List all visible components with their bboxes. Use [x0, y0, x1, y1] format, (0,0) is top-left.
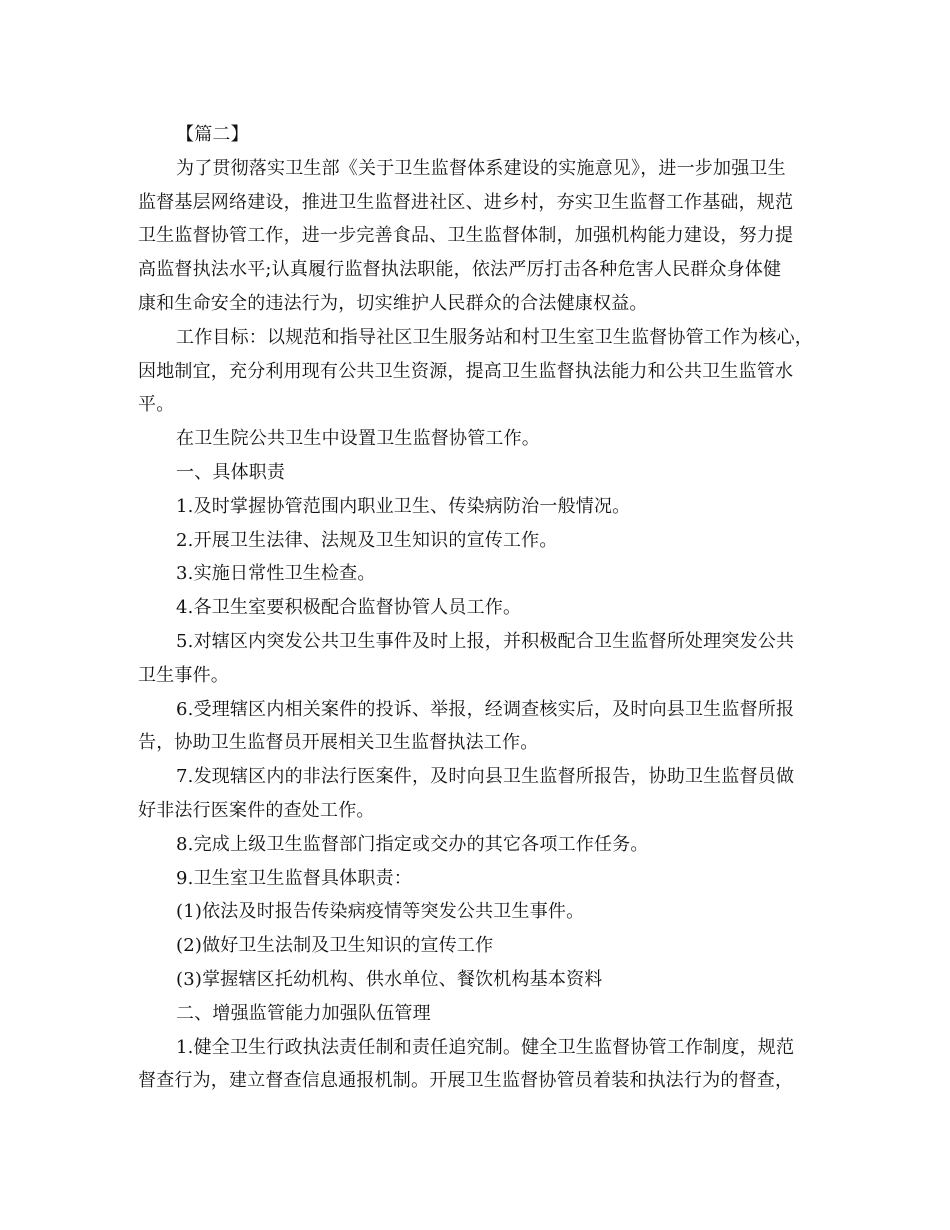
duty-item: 9.卫生室卫生监督具体职责： [176, 867, 412, 889]
duty-item: 6.受理辖区内相关案件的投诉、举报，经调查核实后，及时向县卫生监督所报 [176, 698, 795, 720]
duty-item: 7.发现辖区内的非法行医案件，及时向县卫生监督所报告，协助卫生监督员做 [176, 766, 795, 788]
sub-duty-item: (3)掌握辖区托幼机构、供水单位、餐饮机构基本资料 [176, 968, 603, 990]
duty-item: 1.及时掌握协管范围内职业卫生、传染病防治一般情况。 [176, 495, 631, 517]
section-heading-duties: 一、具体职责 [176, 461, 286, 483]
sub-duty-item: (2)做好卫生法制及卫生知识的宣传工作 [176, 935, 494, 957]
goal-paragraph-line: 因地制宜，充分利用现有公共卫生资源，提高卫生监督执法能力和公共卫生监管水 [138, 360, 794, 382]
duty-item-continuation: 卫生事件。 [138, 664, 229, 686]
sub-duty-item: (1)依法及时报告传染病疫情等突发公共卫生事件。 [176, 901, 585, 923]
duty-item: 8.完成上级卫生监督部门指定或交办的其它各项工作任务。 [176, 833, 649, 855]
management-item-continuation: 督查行为，建立督查信息通报机制。开展卫生监督协管员着装和执法行为的督查， [138, 1070, 794, 1092]
document-body [138, 118, 826, 1098]
setup-paragraph: 在卫生院公共卫生中设置卫生监督协管工作。 [176, 428, 540, 450]
goal-paragraph-line: 平。 [138, 394, 175, 416]
duty-item-continuation: 好非法行医案件的查处工作。 [138, 799, 375, 821]
goal-paragraph-line: 工作目标：以规范和指导社区卫生服务站和村卫生室卫生监督协管工作为核心， [176, 326, 813, 348]
intro-paragraph-line: 康和生命安全的违法行为，切实维护人民群众的合法健康权益。 [138, 292, 648, 314]
duty-item-continuation: 告，协助卫生监督员开展相关卫生监督执法工作。 [138, 732, 539, 754]
intro-paragraph-line: 监督基层网络建设，推进卫生监督进社区、进乡村，夯实卫生监督工作基础，规范 [138, 191, 794, 213]
intro-paragraph-line: 高监督执法水平;认真履行监督执法职能，依法严厉打击各种危害人民群众身体健 [138, 259, 782, 281]
management-item: 1.健全卫生行政执法责任制和责任追究制。健全卫生监督协管工作制度，规范 [176, 1036, 795, 1058]
duty-item: 5.对辖区内突发公共卫生事件及时上报，并积极配合卫生监督所处理突发公共 [176, 630, 795, 652]
intro-paragraph-line: 为了贯彻落实卫生部《关于卫生监督体系建设的实施意见》，进一步加强卫生 [176, 157, 786, 179]
duty-item: 4.各卫生室要积极配合监督协管人员工作。 [176, 597, 522, 619]
section-heading-management: 二、增强监管能力加强队伍管理 [176, 1002, 431, 1024]
section-title: 【篇二】 [176, 124, 249, 145]
duty-item: 3.实施日常性卫生检查。 [176, 563, 376, 585]
duty-item: 2.开展卫生法律、法规及卫生知识的宣传工作。 [176, 529, 558, 551]
intro-paragraph-line: 卫生监督协管工作，进一步完善食品、卫生监督体制，加强机构能力建设，努力提 [138, 225, 794, 247]
